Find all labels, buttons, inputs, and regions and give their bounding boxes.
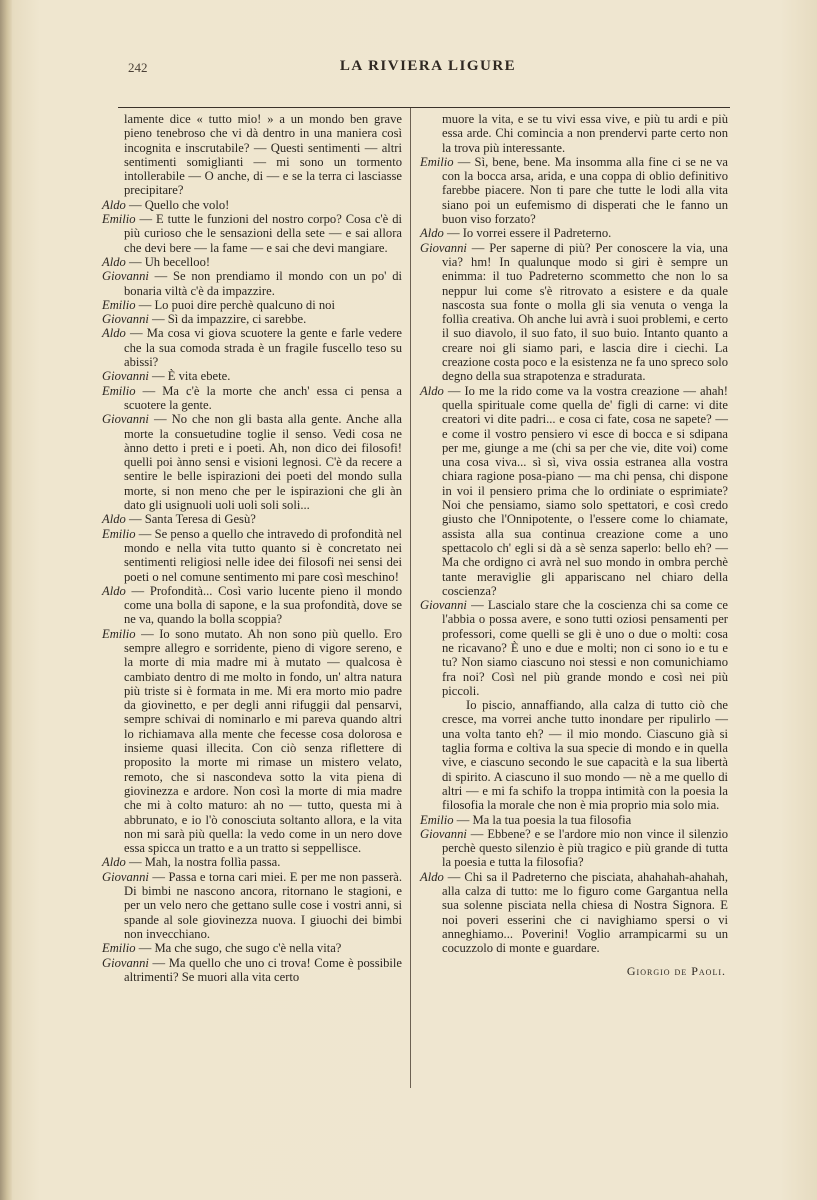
header-rule [118,107,730,108]
speaker-name: Aldo [102,197,126,212]
right-column [420,112,728,978]
left-column [102,112,402,984]
dialogue-paragraph [102,255,402,269]
speaker-name: Giovanni [102,269,149,284]
speaker-name: Giovanni [102,369,149,384]
dialogue-paragraph [420,813,728,827]
speaker-name: Giovanni [420,598,467,613]
dialogue-text: Io piscio, annaffiando, alla calza di tutto ciò che cresce, ma vorrei anche tutto inondare per ripulirlo — una volta tanto eh? — il mio mondo. Ciascuno già si taglia forma e coltiva la sua specie di mondo e in quella vive, e ciascuno secondo le sue capacità e la sua libertà di spirito. A ciascuno il suo mondo — nè a me quello di altri — e mi fa schifo la troppa intimità con la poesia la filosofia la morale che non è mia proprio mia solo mia. [442,698,728,813]
dialogue-paragraph [420,155,728,226]
dialogue-paragraph [420,598,728,698]
dialogue-text: — Sì, bene, bene. Ma insomma alla fine ci se ne va con la bocca arsa, arida, e una coppa di oblio definitivo farebbe piacere. Non ti pare che tutte le lodi alla vita siano poi un eufemismo di disperati che le fanno un buon viso forzato? [442,154,728,227]
dialogue-text: — E tutte le funzioni del nostro corpo? Cosa c'è di più curioso che le sensazioni della sete — e sai allora che devi bere — la fame — e sai che devi mangiare. [124,212,402,255]
speaker-name: Giovanni [102,869,149,884]
speaker-name: Aldo [102,254,126,269]
speaker-name: Giovanni [102,412,149,427]
speaker-name: Aldo [420,869,444,884]
dialogue-paragraph [102,627,402,856]
dialogue-paragraph [102,369,402,383]
dialogue-text: — Ma c'è la morte che anch' essa ci pensa a scuotere la gente. [124,383,402,412]
dialogue-text: — Quello che volo! [125,197,230,212]
author-signature: Giorgio de Paoli. [626,963,726,978]
speaker-name: Aldo [102,326,126,341]
speaker-name: Aldo [420,226,444,241]
dialogue-text: — Ebbene? e se l'ardore mio non vince il silenzio perchè questo silenzio è più tragico e più grande di tutta la poesia e tutta la filosofia? [442,826,728,870]
speaker-name: Aldo [102,583,126,598]
dialogue-text: — Mah, la nostra follìa passa. [125,855,281,870]
running-title: LA RIVIERA LIGURE [339,58,517,74]
speaker-name: Emilio [102,212,136,227]
dialogue-text: — Io me la rido come va la vostra creazione — ahah! quella spirituale come quella de' figli di carne: vi dite creatori vi dite padri... e cosa ci fate, cosa ne sapete? — e come il vostro pensiero vi esce di bocca e si sdipana per me, giunge a me (chi sa per che vie, dite voi) come una cosa viva... sì sì, viva ossia estranea alla vostra chiara ragione posa-piano — ma chi pensa, chi dispone in voi il pensiero prima che lo ordiniate o esprimiate? Noi che pensiamo, siamo solo spettatori, e così credo giusto che l'Onnipotente, o l'essere come lo chiamate, assista alla sua continua creazione come a uno spettacolo ch' egli si dà a sè senza saperlo: bello eh? — Ma che ordigno ci avrà nel suo mondo in ombra perchè tante meraviglie gli appariscano nel chiaro della coscienza? [442,383,728,598]
dialogue-paragraph [420,112,728,155]
speaker-name: Giovanni [420,240,467,255]
page-header [128,58,728,82]
book-binding-edge [0,0,12,1200]
dialogue-paragraph [102,112,402,198]
speaker-name: Giovanni [420,826,467,841]
dialogue-paragraph [420,698,728,812]
speaker-name: Giovanni [102,955,149,970]
dialogue-paragraph [102,298,402,312]
dialogue-text: muore la vita, e se tu vivi essa vive, e più tu ardi e più essa arde. Chi comincia a non prendervi parte certo non la trova più interessante. [442,112,728,155]
dialogue-paragraph [420,241,728,384]
speaker-name: Emilio [102,383,136,398]
dialogue-paragraph [102,870,402,941]
dialogue-text: — No che non gli basta alla gente. Anche alla morte la consuetudine toglie il senso. Vedi cosa ne ànno detto i preti e i poeti. Ah, non dico dei filosofi! quelli poi ànno sensi e visioni legnosi. C'è da recere a sentire le belle ispirazioni dei poeti del mondo sulla morte, si non meno che per le ispirazioni che gli àn dato gli usignuoli uoli uoli soli soli... [124,412,402,513]
dialogue-paragraph [102,512,402,526]
dialogue-text: — È vita ebete. [148,369,231,384]
dialogue-text: — Santa Teresa di Gesù? [125,512,256,527]
dialogue-paragraph [420,870,728,956]
dialogue-text: lamente dice « tutto mio! » a un mondo ben grave pieno tenebroso che vi dà dentro in una maniera così incognita e inscrutabile? — Questi sentimenti — altri sentimenti somiglianti — mi sono un tormento intollerabile — O anche, di — e se la terra ci lasciasse precipitare? [124,112,402,198]
dialogue-text: — Sì da impazzire, ci sarebbe. [148,312,307,327]
dialogue-text: — Io sono mutato. Ah non sono più quello. Ero sempre allegro e sorridente, pieno di vigore sereno, e la morte di mia madre mi à mutato — qualcosa è cambiato dentro di me molto in fondo, un' altra natura più triste si è formata in me. Mi era morto mio padre da giovinetto, e per degli anni rifuggii dal pensarvi, sempre schivai di nominarlo e mi pareva quando altri lo richiamava alla mente che fecesse cosa dolorosa e insieme quasi illecita. Con ciò senza riflettere di proposito la morte mi rimase un mistero velato, remoto, che si nascondeva sotto la vita piena di giovinezza e ardore. Non così la morte di mia madre che mi à colto maturo: ah no — tutto, questa mi à abbrunato, e io l'ò conosciuta soltanto allora, e la vita non mi sarà più quella: la vedo come in un nero dove essa spicca un tratto e a un tratto si seppellisce. [124,626,402,856]
page-number: 242 [128,60,148,75]
right-column-body [420,112,728,956]
dialogue-text: — Se penso a quello che intravedo di profondità nel mondo e nella vita tutto quanto si è concretato nei sentimenti religiosi nelle idee dei filosofi nei sensi dei poeti o nel comune sentimento mi pare così meschino! [124,526,402,584]
dialogue-paragraph [102,412,402,512]
speaker-name: Emilio [420,154,454,169]
speaker-name: Emilio [420,812,454,827]
dialogue-paragraph [102,384,402,413]
dialogue-paragraph [102,198,402,212]
dialogue-text: — Passa e torna cari miei. E per me non passerà. Di bimbi ne nascono ancora, ritornano le stagioni, e per un velo nero che gettano sulle cose i vostri anni, si spande al sole giovinezza nuova. I giuochi dei bimbi non invecchiano. [124,869,402,941]
dialogue-text: — Profondità... Così vario lucente pieno il mondo come una bolla di sapone, e la sua profondità, dove se ne va, quando la bolla scoppia? [124,583,402,627]
dialogue-paragraph [102,326,402,369]
dialogue-text: — Lo puoi dire perchè qualcuno di noi [135,297,335,312]
dialogue-paragraph [102,941,402,955]
dialogue-paragraph [102,312,402,326]
dialogue-text: — Lascialo stare che la coscienza chi sa come ce l'abbia o possa avere, e sono tutti oziosi pensamenti per professori, come quelli se gli è uno o due o molti: cosa ne ricavano? È uno e due e molti; non ci sono io e tu e tu? Non siamo ciascuno noi stessi e non comunichiamo fra noi? Così nel più grande mondo e così nei più piccoli. [442,598,728,698]
speaker-name: Giovanni [102,312,149,327]
speaker-name: Aldo [420,383,444,398]
dialogue-paragraph [102,269,402,298]
dialogue-paragraph [102,855,402,869]
dialogue-paragraph [102,956,402,985]
speaker-name: Aldo [102,855,126,870]
dialogue-text: — Uh becelloo! [125,254,211,269]
speaker-name: Emilio [102,941,136,956]
dialogue-paragraph [420,226,728,240]
dialogue-text: — Ma che sugo, che sugo c'è nella vita? [135,941,342,956]
column-divider [410,108,411,1088]
dialogue-paragraph [420,827,728,870]
dialogue-text: — Chi sa il Padreterno che pisciata, ahahahah-ahahah, alla calza di tutto: me lo figuro come Gargantua nella sua solenne pisciata nella chiesa di Nostra Signora. E noi poveri esserini che ci navighiamo spersi o vi anneghiamo... Poverini! Voglio arrampicarmi su un cocuzzolo di monte e guardare. [442,869,728,956]
dialogue-text: — Ma la tua poesia la tua filosofia [453,812,632,827]
dialogue-paragraph [102,527,402,584]
dialogue-text: — Ma cosa vi giova scuotere la gente e farle vedere che la sua comoda strada è un fragile fuscello teso su abissi? [124,326,402,370]
dialogue-paragraph [102,584,402,627]
dialogue-paragraph [102,212,402,255]
dialogue-text: — Io vorrei essere il Padreterno. [443,226,612,241]
dialogue-text: — Ma quello che uno ci trova! Come è possibile altrimenti? Se muori alla vita certo [124,955,402,984]
speaker-name: Aldo [102,512,126,527]
dialogue-text: — Se non prendiamo il mondo con un po' di bonaria viltà c'è da impazzire. [124,269,402,298]
speaker-name: Emilio [102,526,136,541]
speaker-name: Emilio [102,626,136,641]
speaker-name: Emilio [102,297,136,312]
dialogue-paragraph [420,384,728,598]
dialogue-text: — Per saperne di più? Per conoscere la via, una via? hm! In qualunque modo si giri è sempre un enimma: il tuo Padreterno scommetto che non lo sa neppur lui come s'è ritrovato a esistere e da quale nascosta sua fonte o molla gli sia venuta o venga la follìa creativa. Oh anche lui avrà i suoi problemi, e certo il suo diavolo, il suo fato, il suo buio. Intanto quanto a creare noi gli siamo pari, e lascia dire i ciechi. La creazione costa poco e la esistenza ne fa uno spreco solo degno della sua strapotenza e stradurata. [442,240,728,384]
